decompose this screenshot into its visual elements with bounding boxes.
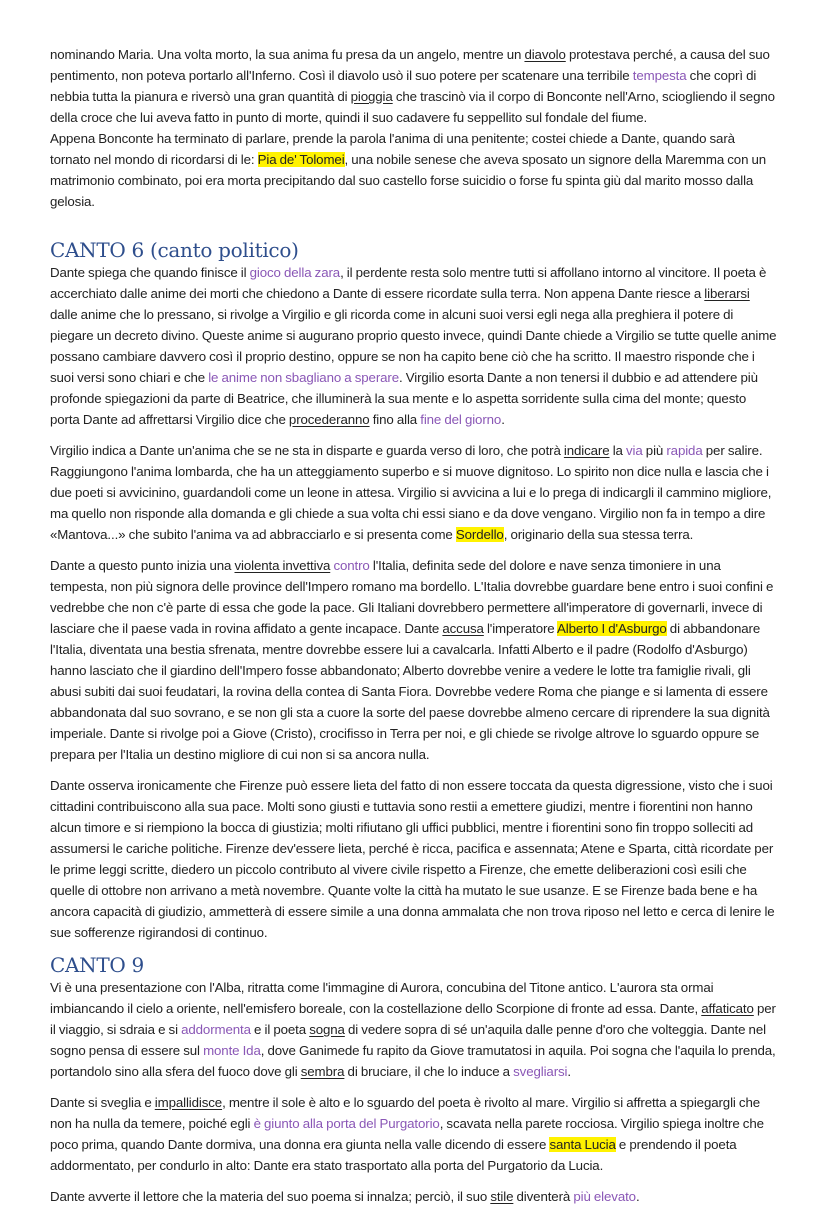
text-run: la [609,443,626,458]
text-run: fino alla [369,412,421,427]
text-run: , mentre il sole è alto e lo sguardo del poeta è rivolto al mare. Virgilio si affretta a spiegargli che non ha nulla da temere, poiché egli [50,1095,760,1131]
key-term: è giunto alla porta del Purgatorio [253,1116,440,1131]
key-term: tempesta [632,68,687,83]
text-run: , una nobile senese che aveva sposato un signore della Maremma con un matrimonio combinato, poi era morta precipitando dal suo castello forse suicidio o forse fu spinta giù dal marito mosso dalla gelosia. [50,152,767,209]
highlighted-term: santa Lucia [549,1137,616,1152]
text-run: Dante osserva ironicamente che Firenze può essere lieta del fatto di non essere toccata da questa digressione, visto che i suoi cittadini contribuiscono alla sua pace. Molti sono giusti e tuttavia sono restii a emettere giudizi, mentre i fiorentini non hanno alcun timore e si riempiono la bocca di giustizia; molti rifiutano gli uffici pubblici, mentre i fiorentini sono fin troppo solleciti ad assumersi le cariche politiche. Firenze dev'essere lieta, perché è ricca, pacifica e assennata; Atene e Sparta, città ricordate per le prime leggi scritte, diedero un piccolo contributo al vivere civile rispetto a Firenze, che emette deliberazioni così esili che quelle di ottobre non arrivano a metà novembre. Quante volte la città ha mutato le sue usanze. E se Firenze bada bene e ha ancora capacità di giudizio, ammetterà di essere simile a una donna ammalata che non trova riposo nel letto e cerca di lenire le sue sofferenze rigirandosi di continuo. [50,778,775,940]
underlined-term: sogna [309,1022,345,1037]
underlined-term: procederanno [288,412,370,427]
text-run: l'imperatore [483,621,558,636]
text-run: di vedere sopra di sé un'aquila dalle penne d'oro che volteggia. Dante nel sogno pensa di essere sul [50,1022,766,1058]
text-run: Dante si sveglia e [50,1095,155,1110]
text-run: più [642,443,667,458]
text-run: Dante a questo punto inizia una [50,558,235,573]
text-run: di abbandonare l'Italia, diventata una bestia sfrenata, mentre dovrebbe essere lui a cavalcarla. Infatti Alberto e il padre (Rodolfo d'Asburgo) hanno lasciato che il giardino dell'Impero fosse abbandonato; Alberto dovrebbe venire a vedere le lotte tra famiglie rivali, gli abusi subiti dai suoi feudatari, la rovina della contea di Santa Fiora. Dovrebbe vedere Roma che piange e si lamenta di essere abbandonata dal suo sovrano, e se non gli sta a cuore la sorte del paese dovrebbe almeno cercare di riprendere la sua dignità imperiale. Dante si rivolge poi a Giove (Cristo), crocifisso in Terra per noi, e gli chiede se rivolge altrove lo sguardo oppure se prepara per l'Italia un destino migliore di cui non si sa ancora nulla. [50,621,770,762]
text-run: Dante avverte il lettore che la materia del suo poema si innalza; perciò, il suo [50,1189,491,1204]
intro-paragraph-2 [50,128,778,212]
highlighted-term: Alberto I d'Asburgo [557,621,667,636]
underlined-term: affaticato [701,1001,754,1016]
highlighted-term: Pia de' Tolomei [257,152,345,167]
underlined-term: violenta invettiva [234,558,331,573]
key-term: svegliarsi [513,1064,568,1079]
underlined-term: liberarsi [704,286,750,301]
text-run: di bruciare, il che lo induce a [344,1064,514,1079]
underlined-term: accusa [442,621,484,636]
text-run: dalle anime che lo pressano, si rivolge a Virgilio e gli ricorda come in alcuni suoi versi egli nega alla preghiera il potere di piegare un decreto divino. Queste anime si augurano proprio questo invece, quindi Dante chiede a Virgilio se tutte quelle anime possano cambiare davvero così il proprio destino, oppure se non ha capito bene ciò che ha scritto. Il maestro risponde che i suoi versi sono chiari e che [50,307,777,385]
text-run: per il viaggio, si sdraia e si [50,1001,776,1037]
underlined-term: diavolo [524,47,566,62]
text-run: . [501,412,505,427]
key-term: contro [333,558,370,573]
canto-9-paragraph-1 [50,977,778,1082]
underlined-term: sembra [300,1064,345,1079]
key-term: via [625,443,643,458]
key-term: le anime non sbagliano a sperare [208,370,399,385]
text-run: per salire. Raggiungono l'anima lombarda, che ha un atteggiamento superbo e si muove dignitoso. Lo spirito non dice nulla e lascia che i due poeti si avvicinino, guardandoli come un leone in attesa. Virgilio si avvicina a lui e lo prega di indicargli il cammino migliore, ma quello non risponde alla domanda e gli chiede a sua volta chi essi siano e da dove vengano. Virgilio non fa in tempo a dire «Mantova...» che subito l'anima va ad abbracciarlo e si presenta come [50,443,772,542]
text-run: e il poeta [250,1022,310,1037]
text-run: Virgilio indica a Dante un'anima che se ne sta in disparte e guarda verso di loro, che potrà [50,443,564,458]
key-term: monte Ida [203,1043,261,1058]
text-run: , dove Ganimede fu rapito da Giove tramutatosi in aquila. Poi sogna che l'aquila lo prenda, portandolo sino alla sfera del fuoco dove gli [50,1043,776,1079]
text-run: . [567,1064,571,1079]
key-term: fine del giorno [420,412,502,427]
text-run: l'Italia, definita sede del dolore e nave senza timoniere in una tempesta, non più signora delle province dell'Impero romano ma bordello. L'Italia dovrebbe guardare bene entro i suoi confini e vedrebbe che non c'è parte di essa che gode la pace. Gli Italiani dovrebbero permettere all'imperatore di governarli, invece di lasciare che il paese vada in rovina affidato a gente incapace. Dante [50,558,774,636]
key-term: rapida [666,443,703,458]
text-run: Appena Bonconte ha terminato di parlare, prende la parola l'anima di una penitente; costei chiede a Dante, quando sarà tornato nel mondo di ricordarsi di le: [50,131,735,167]
underlined-term: indicare [563,443,610,458]
canto-6-paragraph-4 [50,775,778,943]
underlined-term: pioggia [350,89,393,104]
canto-9-paragraph-2 [50,1092,778,1176]
key-term: più elevato [573,1189,636,1204]
text-run: che coprì di nebbia tutta la pianura e riversò una gran quantità di [50,68,757,104]
key-term: addormenta [181,1022,251,1037]
text-run: . [635,1189,640,1204]
text-run: e prendendo il poeta addormentato, per condurlo in alto: Dante era stato trasportato alla porta del Purgatorio da Lucia. [50,1137,737,1173]
underlined-term: stile [490,1189,514,1204]
text-run: , originario della sua stessa terra. [503,527,694,542]
text-run: , il perdente resta solo mentre tutti si affollano intorno al vincitore. Il poeta è accerchiato dalle anime dei morti che chiedono a Dante di essere ricordate sulla terra. Non appena Dante riesce a [50,265,767,301]
text-run: , scavata nella parete rocciosa. Virgilio spiega inoltre che poco prima, quando Dante dormiva, una donna era giunta nella valle dicendo di essere [50,1116,764,1152]
text-run: che trascinò via il corpo di Bonconte nell'Arno, sciogliendo il segno della croce che lui aveva fatto in punto di morte, quindi il suo cadavere fu seppellito sul fondale del fiume. [50,89,775,125]
canto-6-paragraph-1 [50,262,778,430]
underlined-term: impallidisce [154,1095,223,1110]
canto-6-paragraph-2 [50,440,778,545]
text-run: Dante spiega che quando finisce il [50,265,250,280]
text-run: protestava perché, a causa del suo pentimento, non poteva portarlo all'Inferno. Così il diavolo usò il suo potere per scatenare una terribile [50,47,770,83]
canto-6-paragraph-3 [50,555,778,765]
text-run: Vi è una presentazione con l'Alba, ritratta come l'immagine di Aurora, concubina del Titone antico. L'aurora sta ormai imbiancando il cielo a oriente, nell'emisfero boreale, con la costellazione dello Scorpione di fronte ad essa. Dante, [50,980,714,1016]
text-run: diventerà [513,1189,574,1204]
canto-9-heading: CANTO 9 [50,953,144,977]
text-run: . Virgilio esorta Dante a non tenersi il dubbio e ad attendere più profonde spiegazioni da parte di Beatrice, che illuminerà la sua mente e lo aspetta sorridente sulla cima del monte; questo porta Dante ad affrettarsi Virgilio dice che [50,370,758,427]
highlighted-term: Sordello [455,527,504,542]
intro-paragraph-1 [50,44,778,128]
key-term: gioco della zara [249,265,341,280]
text-run: nominando Maria. Una volta morto, la sua anima fu presa da un angelo, mentre un [50,47,525,62]
canto-6-heading: CANTO 6 (canto politico) [50,238,299,262]
canto-9-paragraph-3 [50,1186,778,1207]
